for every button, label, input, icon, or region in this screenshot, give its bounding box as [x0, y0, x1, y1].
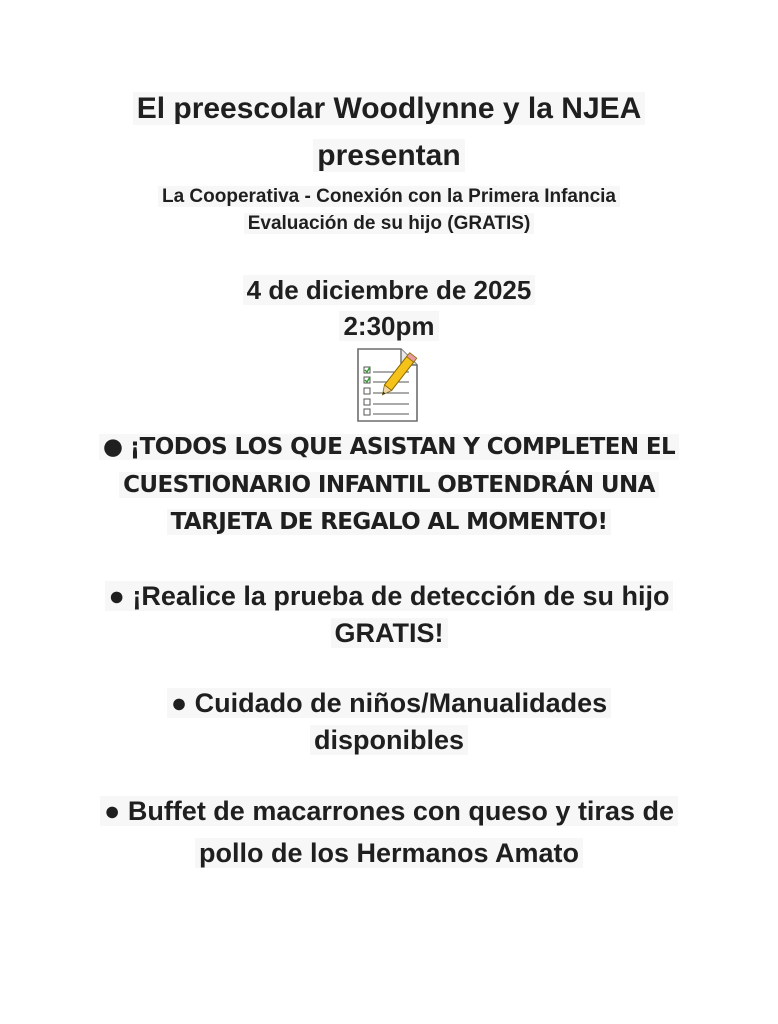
bullet-2-line-1: ● ¡Realice la prueba de detección de su hijo	[0, 581, 778, 612]
bullet-4-line-2: pollo de los Hermanos Amato	[0, 838, 778, 869]
bullet-1-line-2: CUESTIONARIO INFANTIL OBTENDRÁN UNA	[0, 472, 778, 498]
event-date: 4 de diciembre de 2025	[0, 275, 778, 306]
flyer-title-line-2: presentan	[0, 139, 778, 173]
subtitle-line-1: La Cooperativa - Conexión con la Primera Infancia	[0, 186, 778, 208]
subtitle-line-2: Evaluación de su hijo (GRATIS)	[0, 213, 778, 235]
checklist-with-pencil-icon	[355, 347, 421, 423]
bullet-4-line-1: ● Buffet de macarrones con queso y tiras de	[0, 796, 778, 827]
bullet-1-line-3: TARJETA DE REGALO AL MOMENTO!	[0, 509, 778, 535]
flyer-title-line-1: El preescolar Woodlynne y la NJEA	[0, 92, 778, 126]
bullet-2-line-2: GRATIS!	[0, 618, 778, 649]
event-time: 2:30pm	[0, 311, 778, 342]
bullet-3-line-1: ● Cuidado de niños/Manualidades	[0, 688, 778, 719]
bullet-3-line-2: disponibles	[0, 725, 778, 756]
bullet-1-line-1: ● ¡TODOS LOS QUE ASISTAN Y COMPLETEN EL	[0, 434, 778, 460]
